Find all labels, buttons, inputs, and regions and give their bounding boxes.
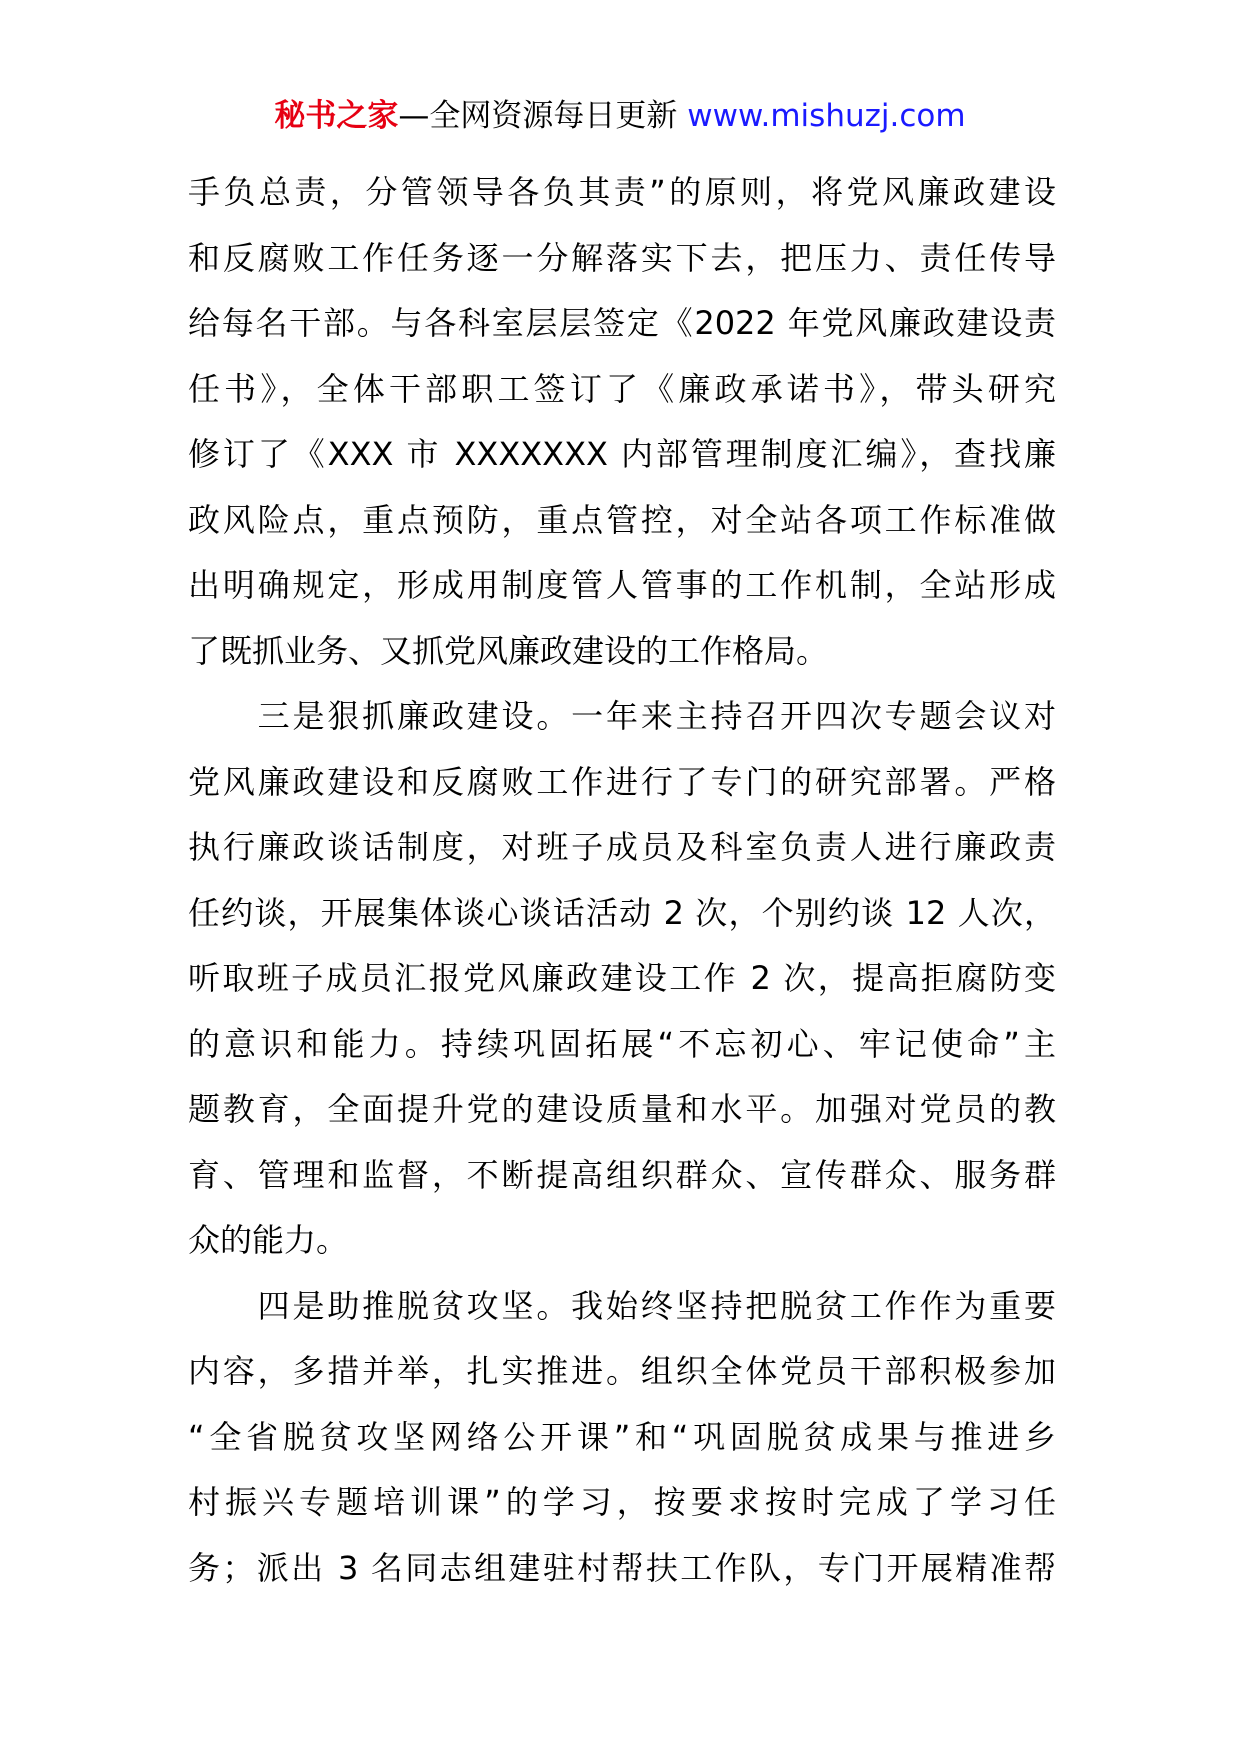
body-line: 给每名干部。与各科室层层签定《2022 年党风廉政建设责 xyxy=(188,304,1056,342)
site-url-link[interactable]: www.mishuzj.com xyxy=(687,98,966,134)
body-line: “全省脱贫攻坚网络公开课”和“巩固脱贫成果与推进乡 xyxy=(188,1417,1056,1456)
body-line: 任书》，全体干部职工签订了《廉政承诺书》，带头研究 xyxy=(188,369,1056,408)
body-line: 党风廉政建设和反腐败工作进行了专门的研究部署。严格 xyxy=(188,762,1056,801)
body-line: 任约谈，开展集体谈心谈话活动 2 次，个别约谈 12 人次， xyxy=(188,893,1056,932)
body-line: 手负总责，分管领导各负其责”的原则，将党风廉政建设 xyxy=(188,173,1056,211)
body-line: 育、管理和监督，不断提高组织群众、宣传群众、服务群 xyxy=(188,1155,1056,1194)
document-body xyxy=(188,160,1056,1601)
body-line: 三是狠抓廉政建设。一年来主持召开四次专题会议对 xyxy=(188,697,1056,735)
body-line: 四是助推脱贫攻坚。我始终坚持把脱贫工作作为重要 xyxy=(188,1286,1056,1325)
body-line: 村振兴专题培训课”的学习，按要求按时完成了学习任 xyxy=(188,1483,1056,1521)
header-tagline: —全网资源每日更新 xyxy=(398,98,688,134)
body-line: 务；派出 3 名同志组建驻村帮扶工作队，专门开展精准帮 xyxy=(188,1548,1056,1587)
body-line: 修订了《XXX 市 XXXXXXX 内部管理制度汇编》，查找廉 xyxy=(188,435,1056,473)
body-line: 听取班子成员汇报党风廉政建设工作 2 次，提高拒腐防变 xyxy=(188,959,1056,997)
page-header xyxy=(0,96,1240,136)
paragraph-end-line: 众的能力。 xyxy=(188,1221,349,1259)
body-line: 和反腐败工作任务逐一分解落实下去，把压力、责任传导 xyxy=(188,238,1056,277)
body-line: 执行廉政谈话制度，对班子成员及科室负责人进行廉政责 xyxy=(188,828,1056,866)
body-line: 政风险点，重点预防，重点管控，对全站各项工作标准做 xyxy=(188,500,1056,539)
body-line: 的意识和能力。持续巩固拓展“不忘初心、牢记使命”主 xyxy=(188,1024,1056,1063)
body-line: 出明确规定，形成用制度管人管事的工作机制，全站形成 xyxy=(188,566,1056,604)
body-line: 内容，多措并举，扎实推进。组织全体党员干部积极参加 xyxy=(188,1352,1056,1390)
brand-name: 秘书之家 xyxy=(274,98,399,134)
body-line: 题教育，全面提升党的建设质量和水平。加强对党员的教 xyxy=(188,1090,1056,1128)
paragraph-end-line: 了既抓业务、又抓党风廉政建设的工作格局。 xyxy=(188,631,829,670)
